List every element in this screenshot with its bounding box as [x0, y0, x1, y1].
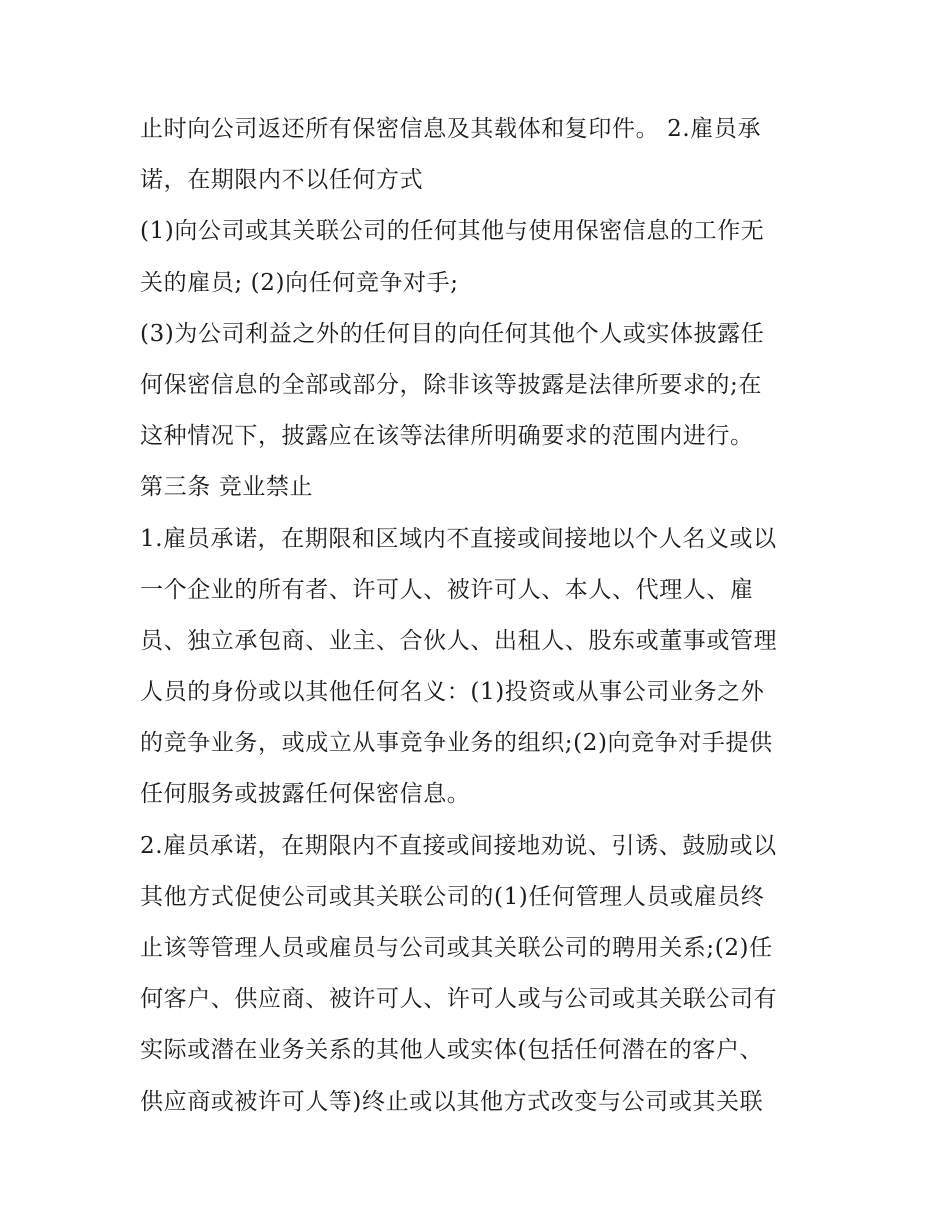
text-line: 的竞争业务，或成立从事竞争业务的组织;(2)向竞争对手提供 [140, 730, 773, 757]
text-line: (1)向公司或其关联公司的任何其他与使用保密信息的工作无 [140, 218, 765, 245]
text-line: 这种情况下，披露应在该等法律所明确要求的范围内进行。 [140, 423, 754, 450]
text-line: 1.雇员承诺，在期限和区域内不直接或间接地以个人名义或以 [140, 525, 777, 552]
text-line: 实际或潜在业务关系的其他人或实体(包括任何潜在的客户、 [140, 1037, 764, 1064]
text-line: 其他方式促使公司或其关联公司的(1)任何管理人员或雇员终 [140, 883, 765, 910]
text-line: 一个企业的所有者、许可人、被许可人、本人、代理人、雇 [140, 576, 754, 603]
text-line: 何客户、供应商、被许可人、许可人或与公司或其关联公司有 [140, 986, 778, 1013]
document-page [140, 104, 820, 1128]
section-heading: 第三条 竞业禁止 [140, 474, 314, 501]
text-line: 诺，在期限内不以任何方式 [140, 167, 424, 194]
text-line: 人员的身份或以其他任何名义：(1)投资或从事公司业务之外 [140, 679, 765, 706]
text-line: 供应商或被许可人等)终止或以其他方式改变与公司或其关联 [140, 1088, 764, 1115]
text-line: 2.雇员承诺，在期限内不直接或间接地劝说、引诱、鼓励或以 [140, 832, 777, 859]
text-line: 何保密信息的全部或部分，除非该等披露是法律所要求的;在 [140, 371, 762, 398]
text-line: 止该等管理人员或雇员与公司或其关联公司的聘用关系;(2)任 [140, 935, 773, 961]
text-line: 员、独立承包商、业主、合伙人、出租人、股东或董事或管理 [140, 627, 778, 654]
text-line: 任何服务或披露任何保密信息。 [140, 781, 471, 808]
text-line: 止时向公司返还所有保密信息及其载体和复印件。 2.雇员承 [140, 116, 762, 142]
text-line: 关的雇员; (2)向任何竞争对手; [140, 269, 459, 296]
text-line: (3)为公司利益之外的任何目的向任何其他个人或实体披露任 [140, 320, 765, 347]
